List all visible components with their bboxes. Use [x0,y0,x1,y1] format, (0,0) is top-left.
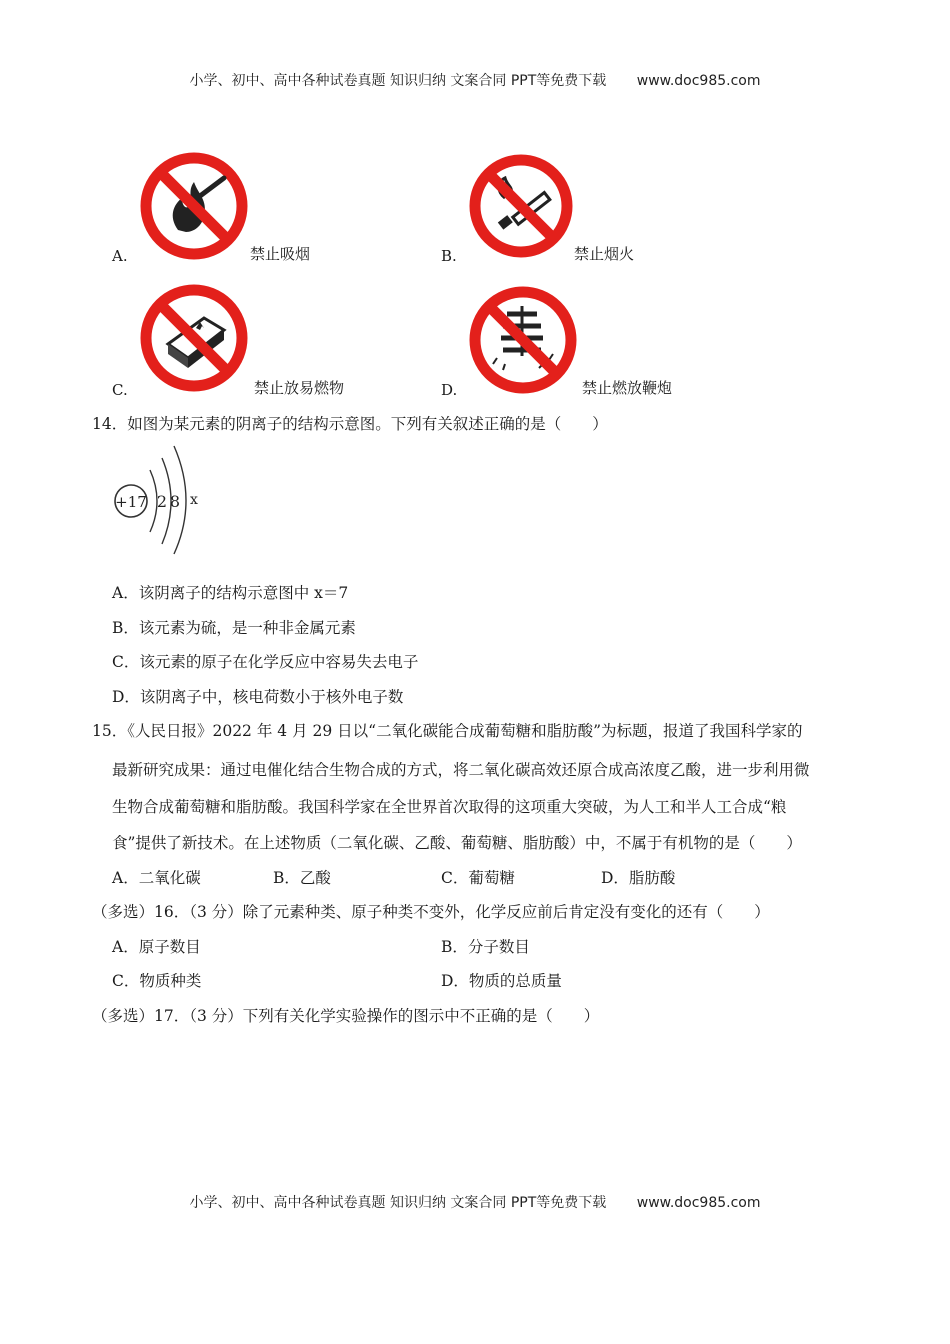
q15-option-d: D．脂肪酸 [601,869,676,887]
q15-option-b: B．乙酸 [273,869,331,887]
option-d-letter: D. [441,381,458,399]
no-smoking-icon [467,152,575,260]
q15-line-4: 食”提供了新技术。在上述物质（二氧化碳、乙酸、葡萄糖、脂肪酸）中，不属于有机物的是（ ） [112,834,802,852]
page-header [0,70,950,90]
q16-option-d: D．物质的总质量 [441,972,562,990]
option-b-caption: 禁止烟火 [574,245,635,263]
shell-2-electrons: 8 [169,492,181,511]
q15-option-c: C．葡萄糖 [441,869,515,887]
q14-stem: 14．如图为某元素的阴离子的结构示意图。下列有关叙述正确的是（ ） [92,415,608,433]
option-a-letter: A. [112,247,128,265]
option-c-caption: 禁止放易燃物 [254,379,345,397]
q14-option-b: B．该元素为硫，是一种非金属元素 [112,619,356,637]
q15-line-3: 生物合成葡萄糖和脂肪酸。我国科学家在全世界首次取得的这项重大突破，为人工和半人工合成“粮 [112,798,787,816]
shell-3-electrons: x [190,492,198,508]
q16-option-a: A．原子数目 [112,938,201,956]
shell-1-electrons: 2 [156,492,168,511]
q16-option-c: C．物质种类 [112,972,202,990]
page-footer [0,1192,950,1212]
q15-line-1: 15．《人民日报》2022 年 4 月 29 日以“二氧化碳能合成葡萄糖和脂肪酸”为标题，报道了我国科学家的 [92,722,803,740]
option-c-letter: C. [112,381,128,399]
q16-stem: （多选）16．（3 分）除了元素种类、原子种类不变外，化学反应前后肯定没有变化的还有（ ） [92,903,770,921]
no-fire-icon [138,150,250,262]
nucleus-charge: +17 [115,493,147,511]
q14-option-a: A．该阴离子的结构示意图中 x＝7 [112,584,349,602]
option-d-caption: 禁止燃放鞭炮 [582,379,673,397]
q15-line-2: 最新研究成果：通过电催化结合生物合成的方式，将二氧化碳高效还原合成高浓度乙酸，进一步利用微 [112,761,810,779]
option-b-letter: B. [441,247,457,265]
no-firecrackers-icon [467,284,579,396]
footer-text: 小学、初中、高中各种试卷真题 知识归纳 文案合同 PPT等免费下载 [189,1195,607,1211]
q17-stem: （多选）17．（3 分）下列有关化学实验操作的图示中不正确的是（ ） [92,1007,600,1025]
no-flammables-icon [138,282,250,394]
q14-option-c: C．该元素的原子在化学反应中容易失去电子 [112,653,419,671]
atom-structure-diagram [110,444,220,556]
header-site[interactable]: www.doc985.com [636,73,761,89]
q16-option-b: B．分子数目 [441,938,530,956]
option-a-caption: 禁止吸烟 [250,245,311,263]
q14-option-d: D．该阴离子中，核电荷数小于核外电子数 [112,688,404,706]
q15-option-a: A．二氧化碳 [112,869,201,887]
footer-site[interactable]: www.doc985.com [636,1195,761,1211]
header-text: 小学、初中、高中各种试卷真题 知识归纳 文案合同 PPT等免费下载 [189,73,607,89]
